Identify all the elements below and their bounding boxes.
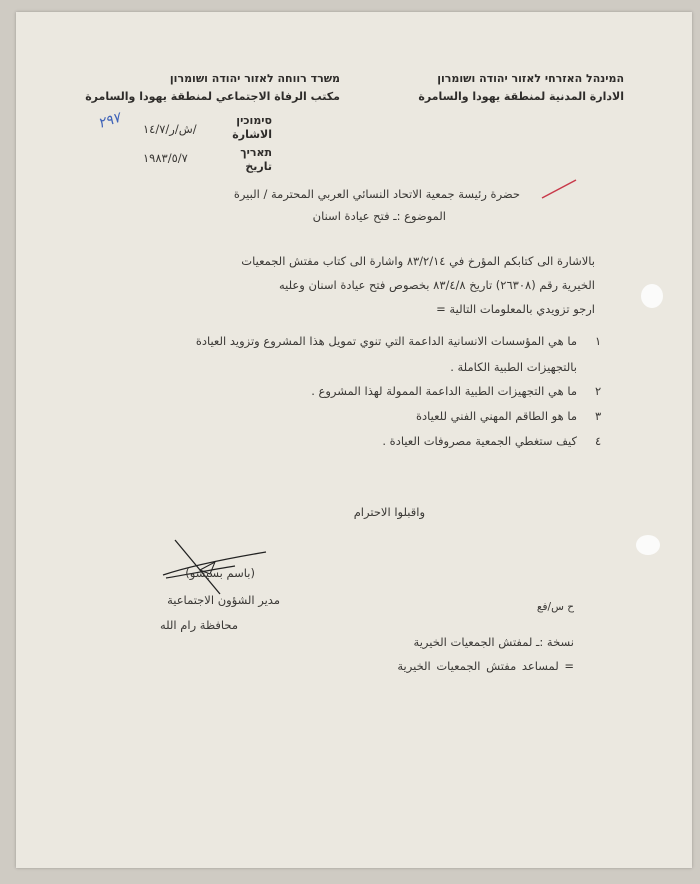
addressee: حضرة رئيسة جمعية الاتحاد النسائي العربي المحترمة / البيرة bbox=[233, 187, 520, 201]
punch-hole bbox=[636, 535, 660, 555]
signatory-title: مدير الشؤون الاجتماعية bbox=[167, 593, 280, 607]
signature bbox=[160, 530, 270, 600]
list-item: ما هي المؤسسات الانسانية الداعمة التي تنوي تمويل هذا المشروع وتزويد العيادة bbox=[195, 334, 577, 348]
handwritten-reference-note: ٢٩٧ bbox=[96, 109, 123, 133]
letterhead-right-arabic: الادارة المدنية لمنطقة يهودا والسامرة bbox=[418, 90, 624, 103]
punch-hole bbox=[641, 284, 663, 308]
date-label-hebrew: תאריך bbox=[240, 146, 272, 159]
item-number: ٢ bbox=[595, 384, 602, 398]
signatory-name: (باسم بسيسو) bbox=[185, 566, 255, 580]
reference-value: ش/ر/١٤/٧/ bbox=[143, 122, 197, 136]
copy-recipient: نسخة :ـ لمفتش الجمعيات الخيرية bbox=[413, 635, 574, 649]
item-number: ٣ bbox=[595, 409, 602, 423]
body-line: الخيرية رقم (٢٦٣٠٨) تاريخ ٨٣/٤/٨ بخصوص فتح عيادة اسنان وعليه bbox=[278, 278, 595, 292]
item-number: ١ bbox=[595, 334, 602, 348]
copy-recipient: = لمساعد مفتش الجمعيات الخيرية bbox=[397, 659, 574, 673]
list-item-continuation: بالتجهيزات الطبية الكاملة . bbox=[450, 360, 577, 374]
letterhead-left-hebrew: משרד רווחה לאזור יהודה ושומרון bbox=[169, 72, 340, 85]
date-value: ١٩٨٣/٥/٧ bbox=[143, 151, 188, 165]
red-pen-mark bbox=[540, 178, 580, 200]
list-item: كيف ستغطي الجمعية مصروفات العيادة . bbox=[382, 434, 577, 448]
list-item: ما هو الطاقم المهني الفني للعيادة bbox=[416, 409, 577, 423]
list-item: ما هي التجهيزات الطبية الداعمة الممولة لهذا المشروع . bbox=[311, 384, 577, 398]
letterhead-left-arabic: مكتب الرفاة الاجتماعي لمنطقة يهودا والسامرة bbox=[85, 90, 340, 103]
initials: ح س/فع bbox=[536, 601, 574, 613]
signatory-district: محافظة رام الله bbox=[159, 618, 238, 632]
reference-label-arabic: الاشارة bbox=[232, 128, 272, 141]
item-number: ٤ bbox=[595, 434, 602, 448]
reference-label-hebrew: סימוכין bbox=[236, 114, 272, 127]
subject-line: الموضوع :ـ فتح عيادة اسنان bbox=[312, 209, 446, 223]
letterhead-right-hebrew: המינהל האזרחי לאזור יהודה ושומרון bbox=[437, 72, 624, 85]
date-label-arabic: تاريخ bbox=[245, 160, 272, 173]
document-page bbox=[16, 12, 692, 868]
closing: واقبلوا الاحترام bbox=[353, 505, 425, 519]
body-line: ارجو تزويدي بالمعلومات التالية = bbox=[436, 302, 595, 316]
body-line: بالاشارة الى كتابكم المؤرخ في ٨٣/٢/١٤ واشارة الى كتاب مفتش الجمعيات bbox=[241, 254, 595, 268]
